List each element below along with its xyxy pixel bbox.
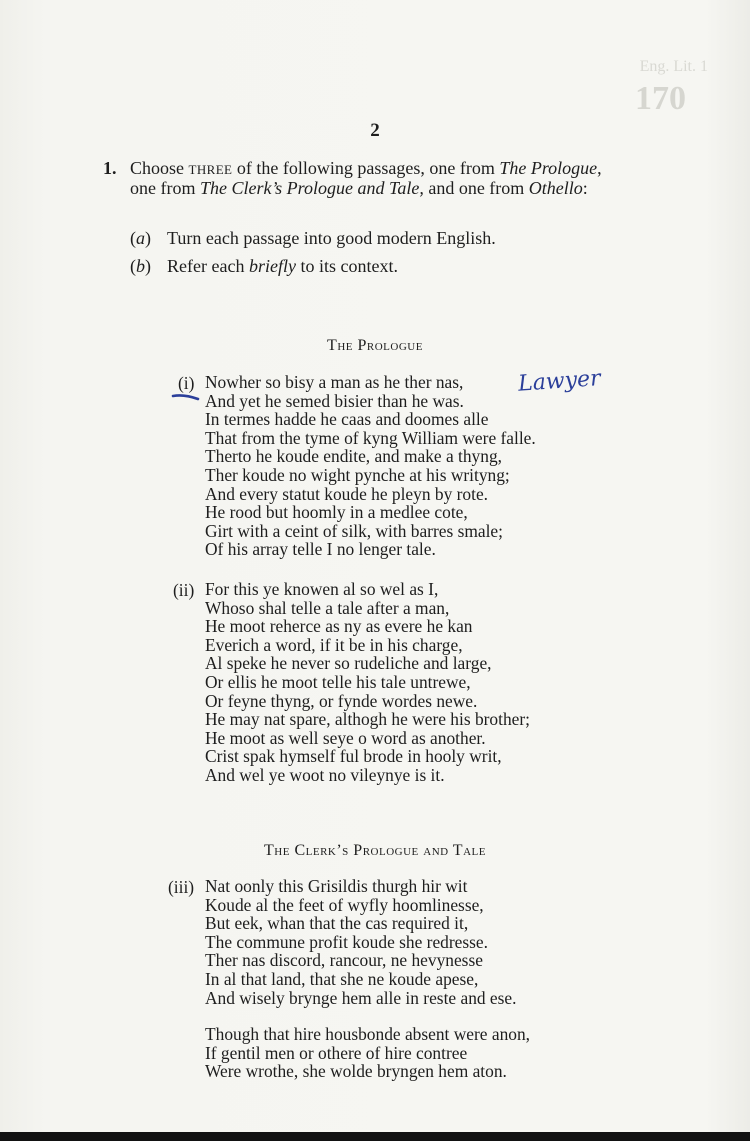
passage-ii-text bbox=[205, 580, 530, 785]
verse-line: But eek, whan that the cas required it, bbox=[205, 913, 469, 934]
passage-iii-text bbox=[205, 877, 517, 1007]
verse-line: And wisely brynge hem alle in reste and ese. bbox=[205, 987, 517, 1008]
handwritten-note: Lawyer bbox=[517, 366, 602, 397]
bleed-through-code: Eng. Lit. 1 bbox=[639, 58, 708, 75]
verse-line: Crist spak hymself ful brode in hooly writ, bbox=[205, 746, 502, 767]
verse-line: He moot reherce as ny as evere he kan bbox=[205, 616, 473, 637]
instruction-text: Choose bbox=[130, 158, 189, 178]
passage-label: (ii) bbox=[173, 580, 195, 600]
verse-line: Whoso shal telle a tale after a man, bbox=[205, 597, 450, 618]
part-text: Refer each bbox=[167, 256, 249, 276]
verse-line: Therto he koude endite, and make a thyng, bbox=[205, 446, 502, 467]
instruction-text: : bbox=[582, 178, 588, 198]
scan-edge bbox=[0, 1132, 750, 1141]
part-b bbox=[130, 256, 398, 277]
part-text: Turn each passage into good modern English. bbox=[167, 228, 496, 248]
verse-line: Or feyne thyng, or fynde wordes newe. bbox=[205, 690, 478, 711]
verse-line: And yet he semed bisier than he was. bbox=[205, 390, 464, 411]
passage-i-text bbox=[205, 373, 536, 559]
verse-line: And every statut koude he pleyn by rote. bbox=[205, 483, 489, 504]
page-number: 2 bbox=[370, 120, 380, 141]
verse-line: Girt with a ceint of silk, with barres smale; bbox=[205, 520, 503, 541]
passage-label: (iii) bbox=[168, 877, 195, 897]
verse-line: Al speke he never so rudeliche and large, bbox=[205, 653, 492, 674]
part-label: (b) bbox=[130, 256, 151, 276]
verse-line: In al that land, that she ne koude apese, bbox=[205, 968, 479, 989]
verse-line: Nat oonly this Grisildis thurgh hir wit bbox=[205, 876, 468, 896]
part-label: (a) bbox=[130, 228, 151, 248]
verse-line: He moot as well seye o word as another. bbox=[205, 727, 486, 748]
instruction-text: , one from bbox=[130, 158, 602, 198]
verse-line: Ther nas discord, rancour, ne hevynesse bbox=[205, 950, 483, 971]
work-title: The Prologue bbox=[499, 158, 598, 178]
verse-line: He rood but hoomly in a medlee cote, bbox=[205, 502, 468, 523]
work-title: Othello bbox=[528, 178, 583, 198]
verse-line: The commune profit koude she redresse. bbox=[205, 931, 488, 952]
instruction-emphasis: three bbox=[188, 158, 233, 178]
instruction-text: of the following passages, one from bbox=[232, 158, 500, 178]
verse-line: He may nat spare, althogh he were his brother; bbox=[205, 709, 530, 730]
verse-line: Ther koude no wight pynche at his writyng; bbox=[205, 464, 510, 485]
question-text bbox=[130, 158, 623, 198]
question-instructions bbox=[103, 158, 623, 198]
verse-line: Of his array telle I no lenger tale. bbox=[205, 539, 436, 560]
passage-iii-stanza-2 bbox=[205, 1025, 530, 1081]
instruction-text: and one from bbox=[423, 178, 529, 198]
verse-line: That from the tyme of kyng William were falle. bbox=[205, 427, 536, 448]
verse-line: For this ye knowen al so wel as I, bbox=[205, 579, 439, 599]
verse-line: In termes hadde he caas and doomes alle bbox=[205, 409, 489, 430]
verse-line: Or ellis he moot telle his tale untrewe, bbox=[205, 671, 471, 692]
part-text: to its context. bbox=[295, 256, 398, 276]
work-title: The Clerk’s Prologue and Tale, bbox=[199, 178, 424, 198]
question-number: 1. bbox=[103, 158, 117, 178]
verse-line: If gentil men or othere of hire contree bbox=[205, 1042, 468, 1063]
part-emphasis: briefly bbox=[248, 256, 296, 276]
verse-line: Though that hire housbonde absent were anon, bbox=[205, 1024, 531, 1044]
handwritten-underline bbox=[170, 392, 202, 402]
verse-line: And wel ye woot no vileynye is it. bbox=[205, 764, 445, 785]
verse-line: Were wrothe, she wolde bryngen hem aton. bbox=[205, 1061, 507, 1082]
bleed-through-number: 170 bbox=[635, 80, 686, 117]
verse-line: Everich a word, if it be in his charge, bbox=[205, 634, 463, 655]
passage-label: (i) bbox=[178, 373, 195, 393]
section-heading-clerk: The Clerk’s Prologue and Tale bbox=[264, 842, 486, 859]
verse-line: Koude al the feet of wyfly hoomlinesse, bbox=[205, 894, 484, 915]
verse-line: Nowher so bisy a man as he ther nas, bbox=[205, 372, 464, 392]
section-heading-prologue: The Prologue bbox=[327, 337, 423, 354]
part-a bbox=[130, 228, 496, 249]
